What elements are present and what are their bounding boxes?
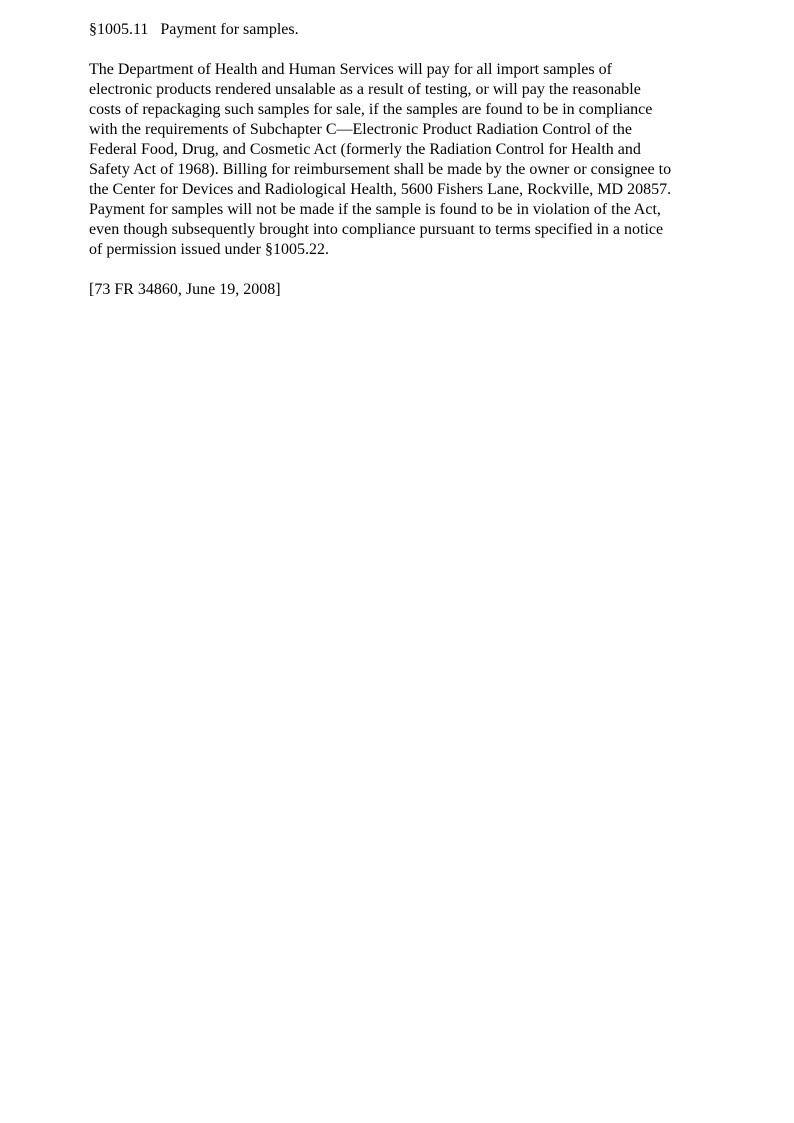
body-line: The Department of Health and Human Services will pay for all import samples of [89, 61, 612, 78]
body-paragraph [89, 60, 711, 260]
body-line: with the requirements of Subchapter C—Electronic Product Radiation Control of the [89, 121, 632, 138]
body-line: costs of repackaging such samples for sale, if the samples are found to be in compliance [89, 101, 653, 118]
body-line: Safety Act of 1968). Billing for reimbursement shall be made by the owner or consignee to [89, 161, 672, 178]
body-line: Federal Food, Drug, and Cosmetic Act (formerly the Radiation Control for Health and [89, 141, 641, 158]
section-title: Payment for samples. [160, 21, 299, 38]
document-page [89, 20, 711, 320]
body-line: Payment for samples will not be made if the sample is found to be in violation of the Act, [89, 201, 661, 218]
citation: [73 FR 34860, June 19, 2008] [89, 281, 281, 298]
section-number: §1005.11 [89, 21, 149, 38]
body-line: of permission issued under §1005.22. [89, 241, 329, 258]
body-line: electronic products rendered unsalable as a result of testing, or will pay the reasonable [89, 81, 641, 98]
section-heading [89, 20, 711, 40]
body-line: even though subsequently brought into compliance pursuant to terms specified in a notice [89, 221, 664, 238]
body-line: the Center for Devices and Radiological Health, 5600 Fishers Lane, Rockville, MD 20857. [89, 181, 672, 198]
